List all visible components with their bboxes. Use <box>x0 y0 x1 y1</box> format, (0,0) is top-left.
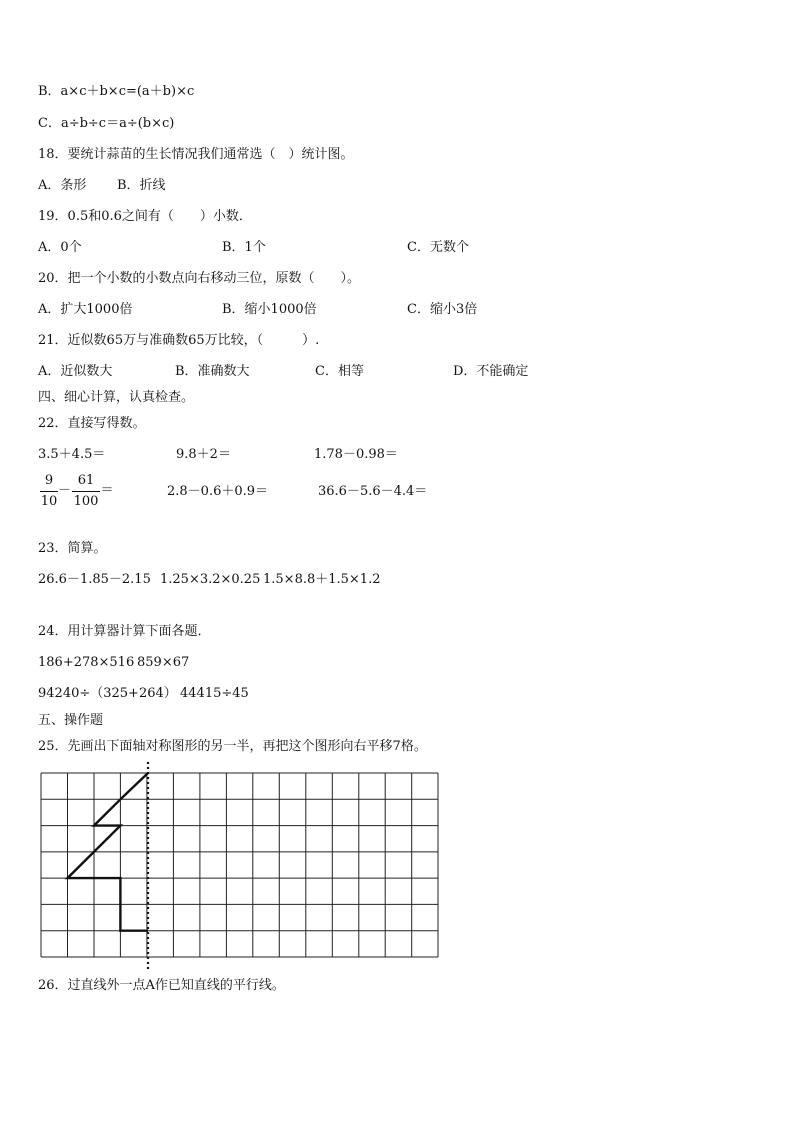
question-25: 25．先画出下面轴对称图形的另一半，再把这个图形向右平移7格。 <box>38 739 427 754</box>
fraction-2-bar <box>72 491 100 492</box>
question-26: 26．过直线外一点A作已知直线的平行线。 <box>38 978 285 993</box>
q22-expr-5: 2.8－0.6＋0.9＝ <box>167 484 269 499</box>
q23-expr-1: 26.6－1.85－2.15 <box>38 572 151 587</box>
question-19: 19．0.5和0.6之间有（ ）小数． <box>38 209 252 224</box>
question-18: 18．要统计蒜苗的生长情况我们通常选（ ）统计图。 <box>38 147 354 162</box>
question-24: 24．用计算器计算下面各题． <box>38 624 211 639</box>
q22-expr-6: 36.6－5.6－4.4＝ <box>318 484 428 499</box>
minus-sign: － <box>58 483 72 498</box>
q22-fraction-expression <box>38 472 112 512</box>
q23-expr-2: 1.25×3.2×0.25 <box>160 572 261 587</box>
section-4-heading: 四、细心计算，认真检查。 <box>38 390 195 405</box>
question-20: 20．把一个小数的小数点向右移动三位，原数（ ）。 <box>38 271 361 286</box>
question-21: 21．近似数65万与准确数65万比较，（ ）. <box>38 333 320 348</box>
fraction-2-numerator: 61 <box>77 473 95 488</box>
question-23: 23．简算。 <box>38 541 107 556</box>
q21-option-d: D．不能确定 <box>453 364 529 379</box>
q23-expr-3: 1.5×8.8＋1.5×1.2 <box>263 572 381 587</box>
fraction-1-numerator: 9 <box>44 473 54 488</box>
grid-svg <box>38 762 448 972</box>
fraction-1-bar <box>40 491 58 492</box>
q19-option-c: C．无数个 <box>407 240 469 255</box>
symmetry-grid-figure <box>38 762 448 976</box>
section-5-heading: 五、操作题 <box>38 713 104 728</box>
q19-option-b: B．1个 <box>222 240 266 255</box>
q24-expr-1: 186+278×516 <box>38 655 135 670</box>
q21-option-b: B．准确数大 <box>175 364 250 379</box>
q24-expr-3: 94240÷（325+264） <box>38 686 177 701</box>
q21-option-c: C．相等 <box>315 364 364 379</box>
b-option-line: B．a×c＋b×c=(a＋b)×c <box>38 84 195 99</box>
c-option-line: C．a÷b÷c＝a÷(b×c) <box>38 116 175 131</box>
grid-lines <box>41 773 438 957</box>
q18-option-b: B．折线 <box>117 178 166 193</box>
q20-option-a: A．扩大1000倍 <box>38 302 133 317</box>
q18-option-a: A．条形 <box>38 178 87 193</box>
fraction-1-denominator: 10 <box>40 494 58 509</box>
q21-option-a: A．近似数大 <box>38 364 113 379</box>
q22-expr-2: 9.8＋2＝ <box>176 447 231 462</box>
question-22: 22．直接写得数。 <box>38 416 146 431</box>
equals-sign: ＝ <box>100 483 114 498</box>
fraction-2-denominator: 100 <box>73 494 99 509</box>
q24-expr-2: 859×67 <box>137 655 190 670</box>
q22-expr-1: 3.5＋4.5＝ <box>38 447 106 462</box>
q20-option-c: C．缩小3倍 <box>407 302 478 317</box>
q24-expr-4: 44415÷45 <box>180 686 249 701</box>
q22-expr-3: 1.78－0.98＝ <box>314 447 398 462</box>
q19-option-a: A．0个 <box>38 240 82 255</box>
q20-option-b: B．缩小1000倍 <box>222 302 317 317</box>
